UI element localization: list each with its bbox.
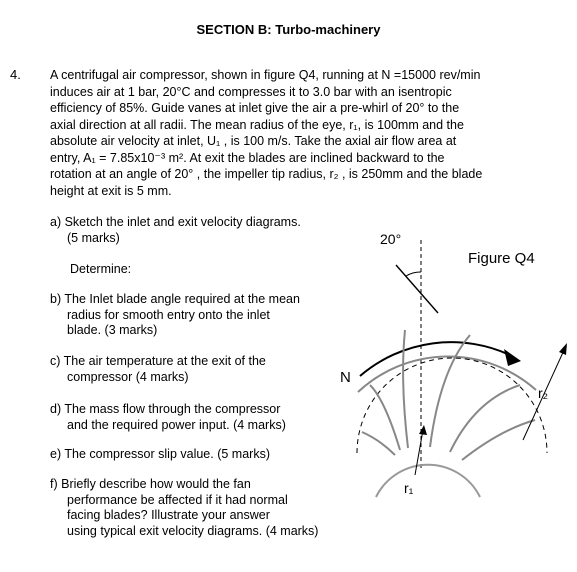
- r1-label: r₁: [404, 480, 414, 496]
- question-line: height at exit is 5 mm.: [50, 183, 172, 198]
- part-d: [50, 402, 286, 433]
- part-f-line1: f) Briefly describe how would the fan: [50, 477, 251, 491]
- part-d-line1: d) The mass flow through the compressor: [50, 402, 281, 416]
- part-b-line1: b) The Inlet blade angle required at the mean: [50, 292, 300, 306]
- figure-q4: [330, 225, 570, 515]
- angle-arc: [406, 272, 421, 276]
- impeller-diagram: [330, 225, 570, 515]
- part-f-line3: facing blades? Illustrate your answer: [67, 508, 270, 522]
- part-b-line3: blade. (3 marks): [67, 323, 158, 337]
- question-line: axial direction at all radii. The mean radius of the eye, r₁, is 100mm and the: [50, 117, 464, 132]
- question-line: efficiency of 85%. Guide vanes at inlet give the air a pre-whirl of 20° to the: [50, 101, 460, 115]
- question-text: [50, 67, 550, 199]
- question-line: rotation at an angle of 20° , the impeller tip radius, r₂ , is 250mm and the blade: [50, 167, 483, 181]
- figure-caption: Figure Q4: [468, 250, 535, 267]
- rotation-arrow: [360, 342, 512, 376]
- r2-label: r₂: [538, 385, 549, 401]
- blade: [403, 330, 408, 448]
- part-d-line2: and the required power input. (4 marks): [67, 417, 286, 432]
- part-f: [50, 477, 318, 539]
- part-a-marks: (5 marks): [67, 230, 120, 245]
- r1-arrow-line: [415, 430, 423, 475]
- r2-arrowhead-icon: [559, 343, 567, 355]
- question-line: A centrifugal air compressor, shown in figure Q4, running at N =15000 rev/min: [50, 68, 481, 82]
- question-line: induces air at 1 bar, 20°C and compresses it to 3.0 bar with an isentropic: [50, 84, 452, 99]
- part-b-line2: radius for smooth entry onto the inlet: [67, 307, 270, 322]
- speed-label: N: [340, 369, 351, 386]
- section-title: SECTION B: Turbo-machinery: [196, 22, 381, 37]
- blade: [462, 420, 535, 460]
- blade: [362, 432, 395, 455]
- angle-label: 20°: [380, 231, 402, 247]
- question-line: entry, A₁ = 7.85x10⁻³ m². At exit the blades are inclined backward to the: [50, 150, 445, 165]
- eye-circle: [376, 465, 480, 497]
- part-e: [50, 447, 270, 463]
- question-line: absolute air velocity at inlet, U₁ , is 100 m/s. Take the axial air flow area at: [50, 134, 457, 148]
- part-e-line1: e) The compressor slip value. (5 marks): [50, 447, 270, 461]
- part-f-line4: using typical exit velocity diagrams. (4 marks): [67, 523, 319, 538]
- part-f-line2: performance be affected if it had normal: [67, 492, 288, 507]
- blade: [370, 385, 400, 450]
- part-a: [50, 215, 301, 246]
- part-c-line1: c) The air temperature at the exit of the: [50, 354, 266, 368]
- blade: [450, 385, 520, 452]
- part-a-text: a) Sketch the inlet and exit velocity diagrams.: [50, 215, 301, 229]
- determine-label: Determine:: [70, 262, 132, 276]
- part-c: [50, 354, 266, 385]
- r1-arrowhead-icon: [419, 425, 427, 435]
- question-number: 4.: [10, 67, 21, 82]
- part-c-line2: compressor (4 marks): [67, 369, 189, 384]
- blade: [430, 335, 470, 447]
- part-b: [50, 292, 300, 339]
- arrowhead-icon: [504, 349, 521, 366]
